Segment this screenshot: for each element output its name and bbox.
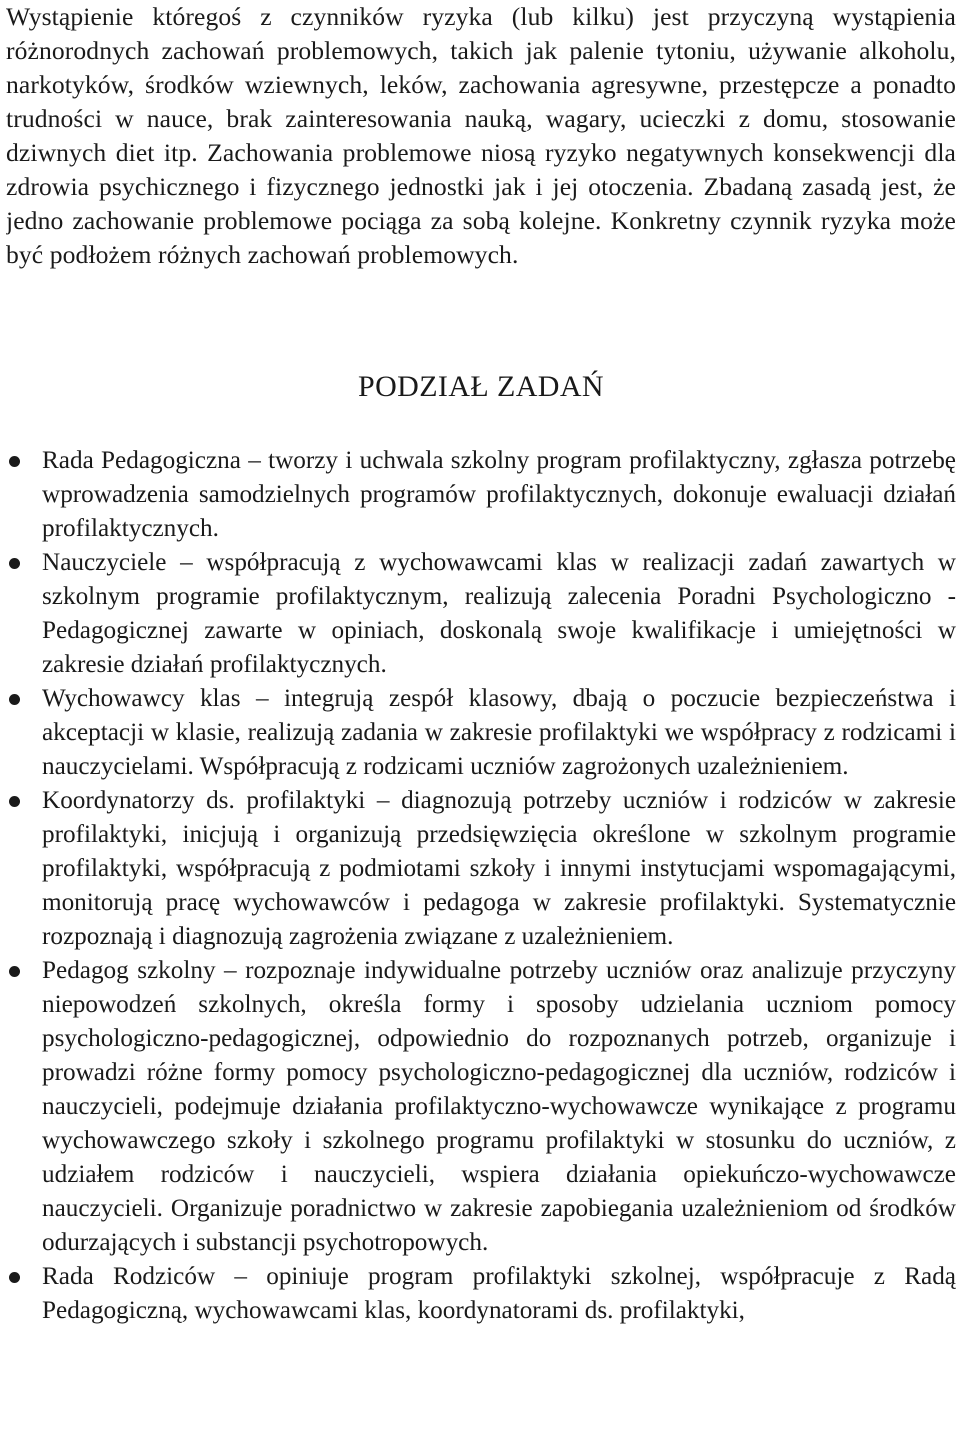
list-item bbox=[42, 444, 956, 546]
list-item-text: Rada Pedagogiczna – tworzy i uchwala szkolny program profilaktyczny, zgłasza potrzebę wprowadzenia samodzielnych programów profilaktycznych, dokonuje ewaluacji działań profilaktycznych. bbox=[42, 447, 956, 542]
bullet-icon bbox=[9, 694, 20, 705]
list-item-text: Pedagog szkolny – rozpoznaje indywidualne potrzeby uczniów oraz analizuje przyczyny niepowodzeń szkolnych, określa formy i sposoby udzielania uczniom pomocy psychologiczno-pedagogicznej, odpowiednio do rozpoznanych potrzeb, organizuje i prowadzi różne formy pomocy psychologiczno-pedagogicznej dla uczniów, rodziców i nauczycieli, podejmuje działania profilaktyczno-wychowawcze wynikające z programu wychowawczego szkoły i szkolnego programu profilaktyki w stosunku do uczniów, z udziałem rodziców i nauczycieli, wspiera działania opiekuńczo-wychowawcze nauczycieli. Organizuje poradnictwo w zakresie zapobiegania uzależnieniom od środków odurzających i substancji psychotropowych. bbox=[42, 957, 956, 1256]
intro-paragraph: Wystąpienie któregoś z czynników ryzyka (lub kilku) jest przyczyną wystąpienia różnorodnych zachowań problemowych, takich jak palenie tytoniu, używanie alkoholu, narkotyków, środków wziewnych, leków, zachowania agresywne, przestępcze a ponadto trudności w nauce, brak zainteresowania nauką, wagary, ucieczki z domu, stosowanie dziwnych diet itp. Zachowania problemowe niosą ryzyko negatywnych konsekwencji dla zdrowia psychicznego i fizycznego jednostki jak i jej otoczenia. Zbadaną zasadą jest, że jedno zachowanie problemowe pociąga za sobą kolejne. Konkretny czynnik ryzyka może być podłożem różnych zachowań problemowych. bbox=[6, 2, 956, 269]
list-item-text: Wychowawcy klas – integrują zespół klasowy, dbają o poczucie bezpieczeństwa i akceptacji w klasie, realizują zadania w zakresie profilaktyki we współpracy z rodzicami i nauczycielami. Współpracują z rodzicami uczniów zagrożonych uzależnieniem. bbox=[42, 685, 956, 780]
list-item bbox=[42, 784, 956, 954]
list-item bbox=[42, 682, 956, 784]
document-page bbox=[6, 0, 956, 1436]
list-item bbox=[42, 954, 956, 1260]
bullet-icon bbox=[9, 558, 20, 569]
bullet-icon bbox=[9, 1272, 20, 1283]
list-item bbox=[42, 1260, 956, 1328]
list-item-text: Nauczyciele – współpracują z wychowawcami klas w realizacji zadań zawartych w szkolnym programie profilaktycznym, realizują zalecenia Poradni Psychologiczno - Pedagogicznej zawarte w opiniach, doskonalą swoje kwalifikacje i umiejętności w zakresie działań profilaktycznych. bbox=[42, 549, 956, 678]
list-item bbox=[42, 546, 956, 682]
section-heading: PODZIAŁ ZADAŃ bbox=[357, 370, 604, 403]
task-list bbox=[42, 444, 956, 1328]
list-item-text: Rada Rodziców – opiniuje program profilaktyki szkolnej, współpracuje z Radą Pedagogiczną, wychowawcami klas, koordynatorami ds. profilaktyki, bbox=[42, 1263, 956, 1324]
bullet-icon bbox=[9, 456, 20, 467]
list-item-text: Koordynatorzy ds. profilaktyki – diagnozują potrzeby uczniów i rodziców w zakresie profilaktyki, inicjują i organizują przedsięwzięcia określone w szkolnym programie profilaktyki, współpracują z podmiotami szkoły i innymi instytucjami wspomagającymi, monitorują pracę wychowawców i pedagoga w zakresie profilaktyki. Systematycznie rozpoznają i diagnozują zagrożenia związane z uzależnieniem. bbox=[42, 787, 956, 950]
bullet-icon bbox=[9, 796, 20, 807]
bullet-icon bbox=[9, 966, 20, 977]
